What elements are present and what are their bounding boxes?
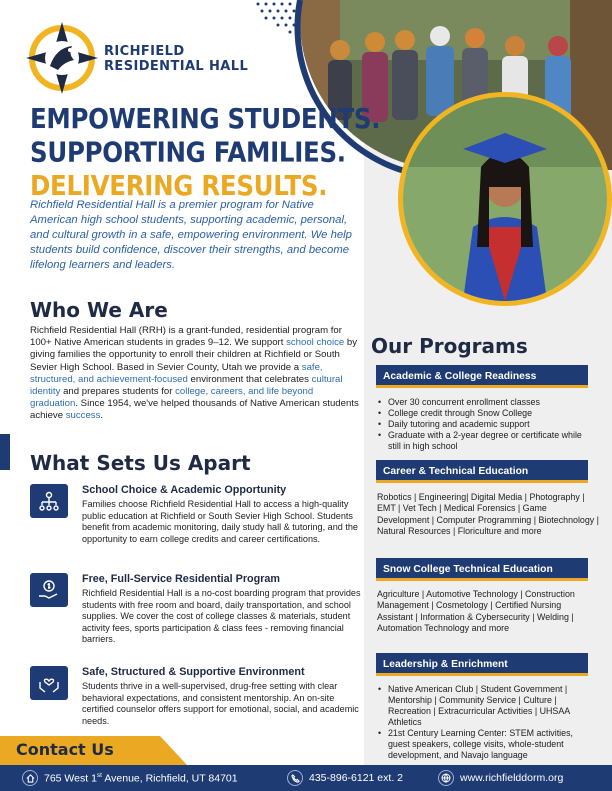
who-text: Richfield Residential Hall (RRH) is a grant-funded, residential program for 100+ Native American students in grades 9–12. We support	[30, 325, 342, 349]
headline	[30, 102, 380, 203]
program-bar-snow: Snow College Technical Education	[376, 558, 588, 581]
leadership-list	[376, 684, 596, 761]
footer-address	[22, 769, 238, 787]
footer-website[interactable]	[438, 769, 563, 787]
feature-title: Safe, Structured & Supportive Environment	[82, 666, 305, 678]
list-item: • Daily tutoring and academic support	[376, 419, 596, 430]
contact-us-label: Contact Us	[16, 740, 114, 759]
feature-school-choice	[30, 484, 360, 564]
who-highlight: safe, structured, and achievement-focused	[30, 361, 323, 385]
feature-title: School Choice & Academic Opportunity	[82, 484, 287, 496]
brand-line-2: RESIDENTIAL HALL	[104, 59, 249, 74]
list-item: • Native American Club | Student Government | Mentorship | Community Service | Culture | Recreation | Extracurricular Activities | UHSAA Athletics	[376, 684, 596, 728]
who-highlight: college, careers, and life beyond graduation	[30, 386, 314, 410]
who-we-are-title: Who We Are	[30, 298, 168, 322]
eagle-logo-icon	[22, 18, 102, 98]
what-sets-us-apart-title: What Sets Us Apart	[30, 451, 251, 475]
caring-hands-icon	[30, 666, 68, 700]
who-highlight: school choice	[286, 337, 345, 349]
brand-line-1: RICHFIELD	[104, 44, 185, 59]
address-text	[44, 772, 238, 785]
address-ordinal: st	[96, 771, 102, 779]
academic-list	[376, 397, 596, 452]
phone-text: 435-896-6121 ext. 2	[309, 772, 403, 784]
who-text: by giving families the opportunity to enroll their children at Richfield or South Sevier High School. Based in Sevier County, Utah we provide a	[30, 337, 358, 373]
list-item: • 21st Century Learning Center: STEM activities, guest speakers, college visits, whole-student development, and Navajo language	[376, 728, 596, 761]
feature-safe-environment	[30, 666, 360, 736]
side-tab-marker	[0, 434, 10, 470]
who-text: .	[100, 410, 104, 422]
list-item: • Graduate with a 2-year degree or certificate while still in high school	[376, 430, 596, 452]
footer-bar	[0, 765, 612, 791]
snow-text: Agriculture | Automotive Technology | Construction Management | Cosmetology | Certified Nursing Assistant | Information & Cybersecurity | Welding | Automation Technology and more	[377, 589, 575, 633]
home-icon	[22, 770, 38, 786]
list-item: • College credit through Snow College	[376, 408, 596, 419]
who-we-are-body	[30, 325, 360, 423]
who-highlight: cultural identity	[30, 373, 343, 398]
graduate-photo	[398, 92, 612, 306]
website-link[interactable]: www.richfielddorm.org	[460, 772, 564, 784]
address-part: 765 West 1	[44, 772, 97, 785]
who-text: . Since 1954, we've helped thousands of Native American students achieve	[30, 398, 359, 422]
headline-line-3: DELIVERING RESULTS.	[30, 169, 328, 202]
brand-name	[104, 44, 248, 74]
feature-body: Families choose Richfield Residential Hall to access a high-quality public education at Richfield or South Sevier High School. Students benefit from academic monitoring, daily study hall & tutoring, and the opportunity to earn college credits and career certifications.	[82, 499, 358, 544]
list-item: • Over 30 concurrent enrollment classes	[376, 397, 596, 408]
who-text: and prepares students for	[60, 386, 176, 398]
school-choice-icon	[30, 484, 68, 518]
program-bar-career: Career & Technical Education	[376, 460, 588, 483]
footer-phone[interactable]	[287, 769, 403, 787]
feature-body: Students thrive in a well-supervised, drug-free setting with clear behavioral expectations, and consistent mentorship. An on-site certified counselor offers support for emotional, social, and academic needs.	[82, 681, 359, 726]
feature-free-residential	[30, 573, 360, 653]
career-text: Robotics | Engineering| Digital Media | Photography | EMT | Vet Tech | Medical Forensics | Game Development | Computer Programming | Biotechnology | Natural Resources | Floriculture and more	[377, 492, 599, 536]
program-bar-leadership: Leadership & Enrichment	[376, 653, 588, 676]
headline-line-2: SUPPORTING FAMILIES.	[30, 135, 346, 169]
our-programs-title: Our Programs	[371, 334, 528, 358]
who-highlight: success	[65, 410, 101, 422]
intro-paragraph: Richfield Residential Hall is a premier program for Native American high school students, supporting academic, personal, and cultural growth in a safe, empowering environment. We help students build confidence, discover their strengths, and become lifelong learners and leaders.	[30, 199, 352, 271]
feature-body: Richfield Residential Hall is a no-cost boarding program that provides students with free room and board, daily transportation, and school supplies. We cover the cost of college classes & materials, student activity fees, sports participation & class fees - removing financial barriers.	[82, 588, 361, 645]
globe-icon	[438, 770, 454, 786]
program-bar-academic: Academic & College Readiness	[376, 365, 588, 388]
headline-line-1: EMPOWERING STUDENTS.	[30, 102, 381, 135]
address-part: Avenue, Richfield, UT 84701	[101, 772, 238, 785]
feature-title: Free, Full-Service Residential Program	[82, 573, 281, 585]
who-text: environment that celebrates	[187, 373, 312, 385]
phone-icon	[287, 770, 303, 786]
money-hand-icon	[30, 573, 68, 607]
